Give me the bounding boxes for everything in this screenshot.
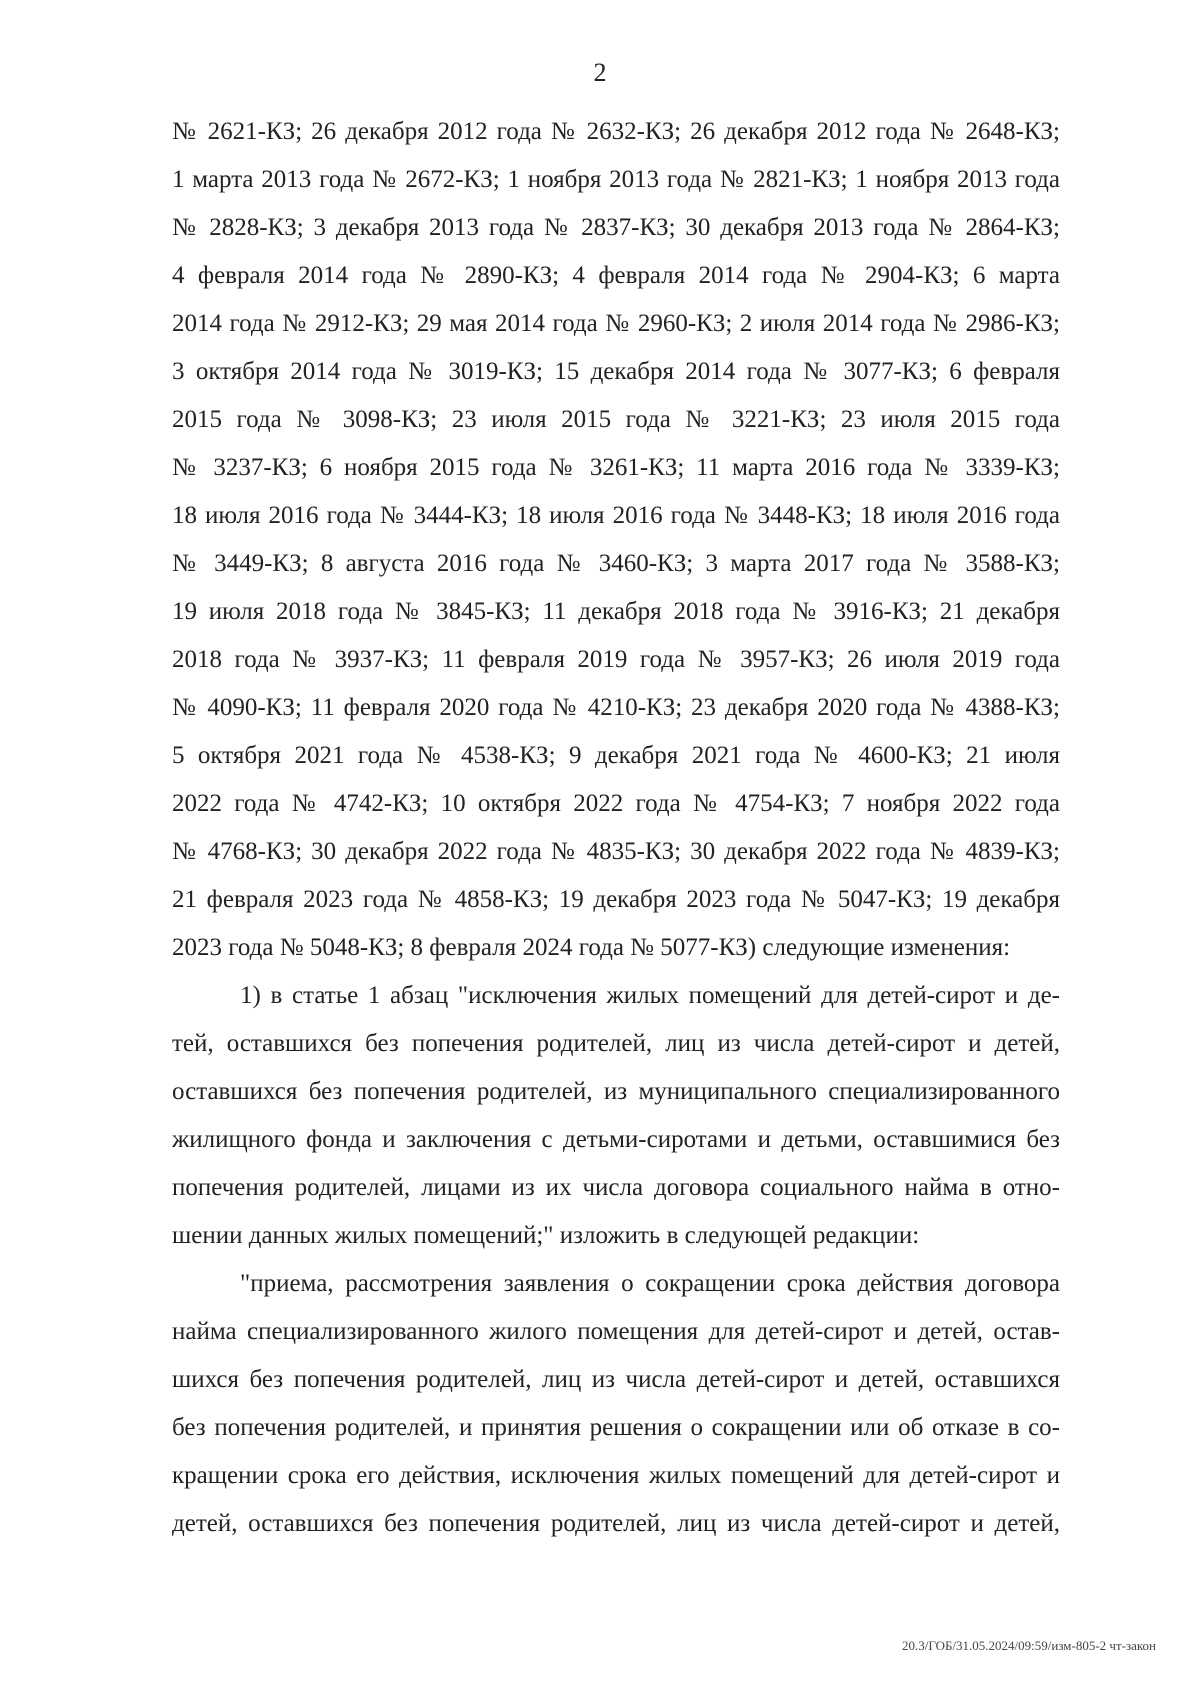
text-line: 1 марта 2013 года № 2672-КЗ; 1 ноября 2013 года № 2821-КЗ; 1 ноября 2013 года	[172, 166, 1060, 193]
text-line: оставшихся без попечения родителей, из муниципального специализированного	[172, 1078, 1060, 1105]
text-line: детей, оставшихся без попечения родителей, лиц из числа детей-сирот и детей,	[172, 1510, 1060, 1537]
footer-stamp: 20.3/ГОБ/31.05.2024/09:59/изм-805-2 чт-закон	[902, 1638, 1156, 1653]
text-line: шении данных жилых помещений;" изложить в следующей редакции:	[172, 1222, 920, 1249]
text-line: № 2828-КЗ; 3 декабря 2013 года № 2837-КЗ; 30 декабря 2013 года № 2864-КЗ;	[172, 214, 1060, 241]
text-line: 2015 года № 3098-КЗ; 23 июля 2015 года № 3221-КЗ; 23 июля 2015 года	[172, 406, 1060, 433]
paragraph-first-line: "приема, рассмотрения заявления о сокращении срока действия договора	[240, 1270, 1060, 1297]
text-line: 5 октября 2021 года № 4538-КЗ; 9 декабря 2021 года № 4600-КЗ; 21 июля	[172, 742, 1060, 769]
text-line: 19 июля 2018 года № 3845-КЗ; 11 декабря 2018 года № 3916-КЗ; 21 декабря	[172, 598, 1060, 625]
text-line: 2023 года № 5048-КЗ; 8 февраля 2024 года № 5077-КЗ) следующие изменения:	[172, 934, 1011, 961]
text-line: попечения родителей, лицами из их числа договора социального найма в отно-	[172, 1174, 1060, 1201]
text-line: 2022 года № 4742-КЗ; 10 октября 2022 года № 4754-КЗ; 7 ноября 2022 года	[172, 790, 1060, 817]
text-line: тей, оставшихся без попечения родителей, лиц из числа детей-сирот и детей,	[172, 1030, 1060, 1057]
text-line: № 3449-КЗ; 8 августа 2016 года № 3460-КЗ; 3 марта 2017 года № 3588-КЗ;	[172, 550, 1060, 577]
text-line: 21 февраля 2023 года № 4858-КЗ; 19 декабря 2023 года № 5047-КЗ; 19 декабря	[172, 886, 1060, 913]
text-line: 2018 года № 3937-КЗ; 11 февраля 2019 года № 3957-КЗ; 26 июля 2019 года	[172, 646, 1060, 673]
text-line: кращении срока его действия, исключения жилых помещений для детей-сирот и	[172, 1462, 1060, 1489]
text-line: № 2621-КЗ; 26 декабря 2012 года № 2632-КЗ; 26 декабря 2012 года № 2648-КЗ;	[172, 118, 1060, 145]
text-line: № 4768-КЗ; 30 декабря 2022 года № 4835-КЗ; 30 декабря 2022 года № 4839-КЗ;	[172, 838, 1060, 865]
text-line: 18 июля 2016 года № 3444-КЗ; 18 июля 2016 года № 3448-КЗ; 18 июля 2016 года	[172, 502, 1060, 529]
text-line: шихся без попечения родителей, лиц из числа детей-сирот и детей, оставшихся	[172, 1366, 1060, 1393]
text-line: 3 октября 2014 года № 3019-КЗ; 15 декабря 2014 года № 3077-КЗ; 6 февраля	[172, 358, 1060, 385]
text-line: найма специализированного жилого помещения для детей-сирот и детей, остав-	[172, 1318, 1060, 1345]
text-line: № 4090-КЗ; 11 февраля 2020 года № 4210-КЗ; 23 декабря 2020 года № 4388-КЗ;	[172, 694, 1060, 721]
paragraph-first-line: 1) в статье 1 абзац "исключения жилых помещений для детей-сирот и де-	[240, 982, 1060, 1009]
text-line: № 3237-КЗ; 6 ноября 2015 года № 3261-КЗ; 11 марта 2016 года № 3339-КЗ;	[172, 454, 1060, 481]
text-line: 4 февраля 2014 года № 2890-КЗ; 4 февраля 2014 года № 2904-КЗ; 6 марта	[172, 262, 1060, 289]
text-line: без попечения родителей, и принятия решения о сокращении или об отказе в со-	[172, 1414, 1060, 1441]
text-line: 2014 года № 2912-КЗ; 29 мая 2014 года № 2960-КЗ; 2 июля 2014 года № 2986-КЗ;	[172, 310, 1060, 337]
page-number: 2	[593, 58, 607, 87]
document-body	[172, 108, 1060, 1548]
text-line: жилищного фонда и заключения с детьми-сиротами и детьми, оставшимися без	[172, 1126, 1060, 1153]
